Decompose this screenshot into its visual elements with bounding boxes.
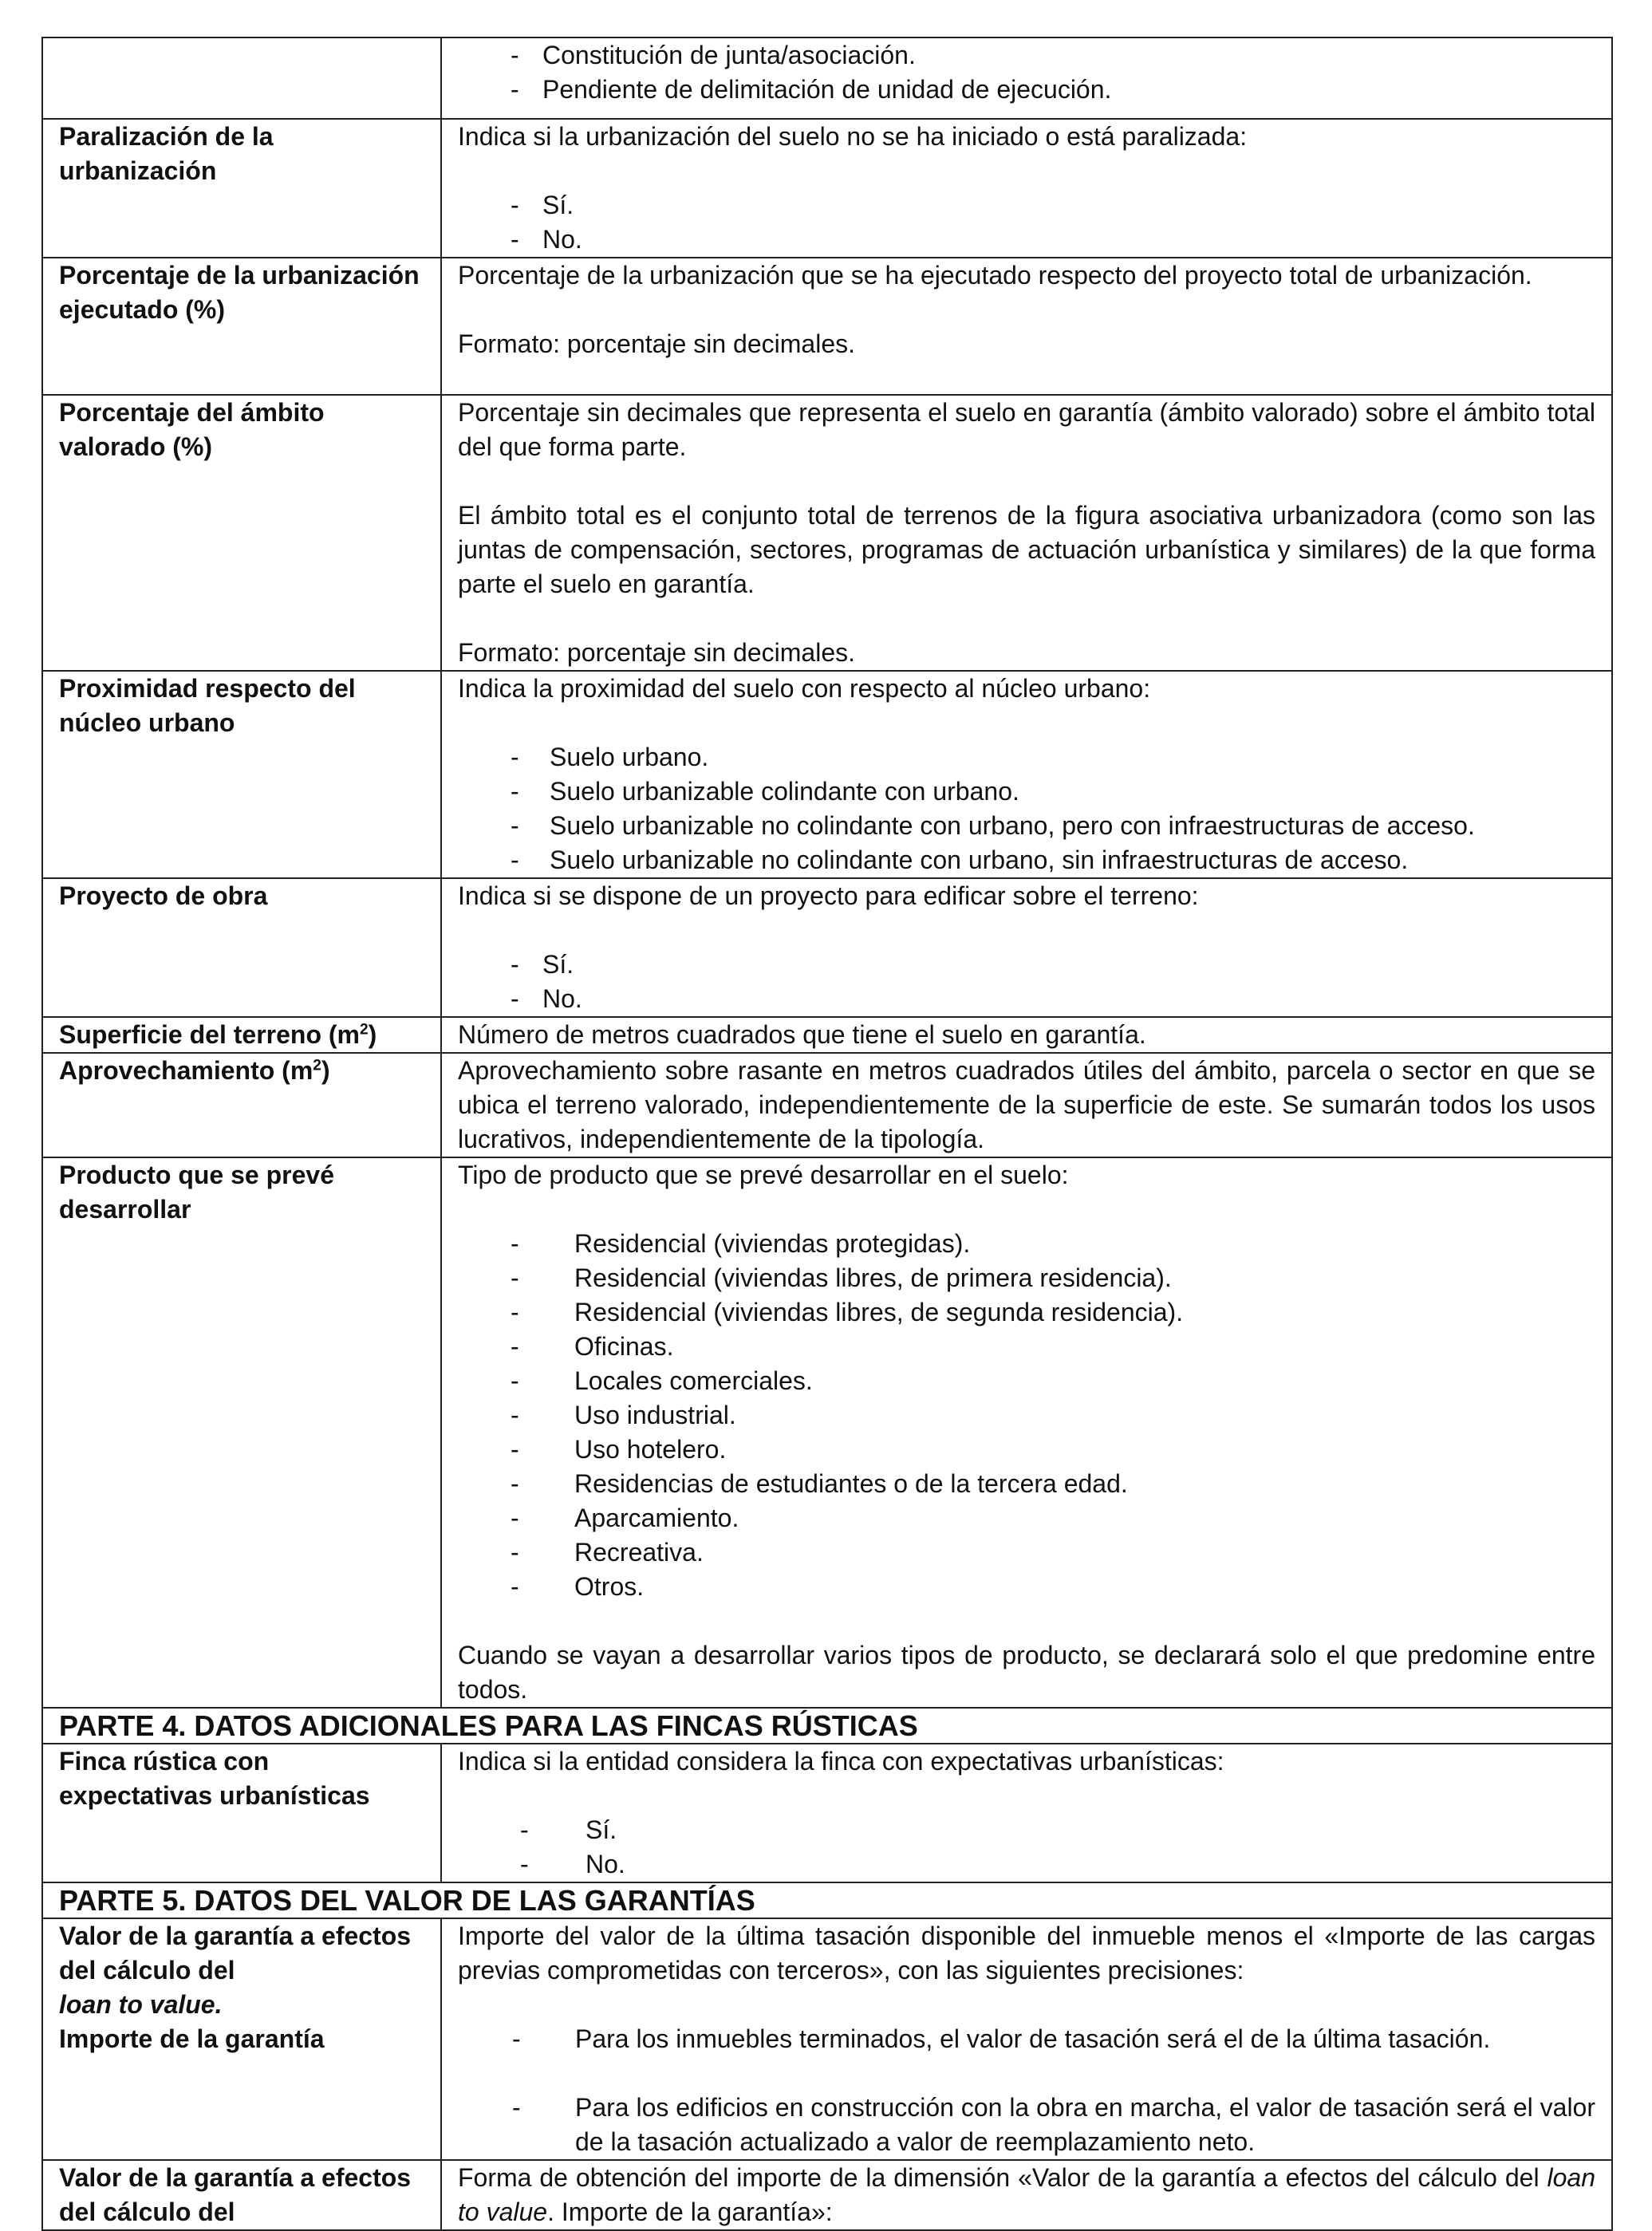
list-item: - No. — [511, 984, 582, 1013]
section-header-row — [42, 1708, 1612, 1744]
list-item: - Uso industrial. — [511, 1401, 736, 1429]
list-item: - Suelo urbanizable colindante con urbano. — [511, 777, 1019, 806]
list-item: - Constitución de junta/asociación. — [511, 41, 916, 69]
table-row — [42, 878, 1612, 1017]
table-row — [42, 395, 1612, 671]
section-heading: PARTE 5. DATOS DEL VALOR DE LAS GARANTÍAS — [42, 1882, 1612, 1918]
list-item: - Aparcamiento. — [511, 1504, 739, 1532]
field-label: Valor de la garantía a efectos del cálculo del — [42, 2160, 441, 2230]
list-item: - Suelo urbano. — [511, 743, 709, 771]
description-cell: Forma de obtención del importe de la dimensión «Valor de la garantía a efectos del cálculo del loan to value. Importe de la garantía»: — [441, 2160, 1612, 2230]
description-text: Tipo de producto que se prevé desarrollar en el suelo: — [458, 1161, 1069, 1189]
list-item: - No. — [520, 1850, 625, 1878]
field-label: Porcentaje de la urbanización ejecutado (%) — [42, 258, 441, 395]
list-item: - Oficinas. — [511, 1332, 674, 1361]
field-label: Finca rústica con expectativas urbanísticas — [42, 1744, 441, 1882]
list-item: - Residencial (viviendas protegidas). — [511, 1229, 971, 1258]
field-label: Producto que se prevé desarrollar — [42, 1157, 441, 1708]
table-row — [42, 671, 1612, 878]
table-row — [42, 1744, 1612, 1882]
field-label: Porcentaje del ámbito valorado (%) — [42, 395, 441, 671]
description-cell — [441, 1918, 1612, 2160]
list-item: - Sí. — [511, 950, 574, 979]
description-cell — [441, 37, 1612, 119]
table-row — [42, 1918, 1612, 2160]
description-text: Indica si la entidad considera la finca con expectativas urbanísticas: — [458, 1747, 1224, 1776]
description-text: Formato: porcentaje sin decimales. — [458, 638, 855, 667]
description-text: Porcentaje sin decimales que representa el suelo en garantía (ámbito valorado) sobre el ámbito total del que forma parte. — [458, 398, 1595, 461]
list-item: - Para los inmuebles terminados, el valor de tasación será el de la última tasación. — [512, 2024, 1491, 2053]
table-row — [42, 258, 1612, 395]
list-item: - Residencial (viviendas libres, de segunda residencia). — [511, 1298, 1184, 1326]
description-text: Aprovechamiento sobre rasante en metros cuadrados útiles del ámbito, parcela o sector en que se ubica el terreno valorado, independientemente de la superficie de este. Se sumarán todos los usos lucrativos, independientemente de la tipología. — [441, 1053, 1612, 1157]
list-item: - Uso hotelero. — [511, 1435, 727, 1464]
description-text: Indica si se dispone de un proyecto para edificar sobre el terreno: — [458, 881, 1199, 910]
description-text: Indica si la urbanización del suelo no se ha iniciado o está paralizada: — [458, 122, 1248, 151]
table-row — [42, 1017, 1612, 1053]
field-label: Aprovechamiento $(m^2)$ — [42, 1053, 441, 1157]
list-item: - Sí. — [520, 1815, 617, 1844]
list-item: - No. — [511, 225, 582, 254]
list-item: - Locales comerciales. — [511, 1366, 813, 1395]
section-header-row — [42, 1882, 1612, 1918]
section-heading: PARTE 4. DATOS ADICIONALES PARA LAS FINCAS RÚSTICAS — [42, 1708, 1612, 1744]
field-label: Valor de la garantía a efectos del cálculo del loan to value. Importe de la garantía — [42, 1918, 441, 2160]
field-label: Paralización de la urbanización — [42, 119, 441, 258]
list-item: - Residencias de estudiantes o de la tercera edad. — [511, 1469, 1128, 1498]
list-item: - Residencial (viviendas libres, de primera residencia). — [511, 1263, 1172, 1292]
label-cell — [42, 37, 441, 119]
table-row — [42, 2160, 1612, 2230]
field-label: Proyecto de obra — [42, 878, 441, 1017]
description-cell — [441, 395, 1612, 671]
description-text: Porcentaje de la urbanización que se ha ejecutado respecto del proyecto total de urbanización. — [458, 261, 1532, 290]
description-cell — [441, 671, 1612, 878]
field-label: Proximidad respecto del núcleo urbano — [42, 671, 441, 878]
table-row — [42, 1157, 1612, 1708]
description-text: Número de metros cuadrados que tiene el suelo en garantía. — [441, 1017, 1612, 1053]
description-cell — [441, 1157, 1612, 1708]
document-table — [41, 37, 1613, 2231]
list-item: - Pendiente de delimitación de unidad de ejecución. — [511, 75, 1112, 104]
description-text: Formato: porcentaje sin decimales. — [458, 329, 855, 358]
description-text: El ámbito total es el conjunto total de terrenos de la figura asociativa urbanizadora (como son las juntas de compensación, sectores, programas de actuación urbanística y similares) de la que forma parte el suelo en garantía. — [458, 501, 1595, 598]
description-text: Cuando se vayan a desarrollar varios tipos de producto, se declarará solo el que predomine entre todos. — [458, 1641, 1595, 1704]
description-cell — [441, 878, 1612, 1017]
table-row — [42, 119, 1612, 258]
field-label: Superficie del terreno $(m^2)$ — [42, 1017, 441, 1053]
list-item: - Sí. — [511, 191, 574, 219]
list-item: - Otros. — [511, 1572, 645, 1601]
table-row — [42, 1053, 1612, 1157]
list-item: - Para los edificios en construcción con la obra en marcha, el valor de tasación será el valor de la tasación actualizado a valor de reemplazamiento neto. — [512, 2093, 1595, 2156]
table-row — [42, 37, 1612, 119]
list-item: - Suelo urbanizable no colindante con urbano, pero con infraestructuras de acceso. — [511, 811, 1475, 840]
list-item: - Suelo urbanizable no colindante con urbano, sin infraestructuras de acceso. — [511, 845, 1409, 874]
description-cell — [441, 258, 1612, 395]
description-cell — [441, 119, 1612, 258]
description-cell — [441, 1744, 1612, 1882]
description-text: Indica la proximidad del suelo con respecto al núcleo urbano: — [458, 674, 1151, 703]
list-item: - Recreativa. — [511, 1538, 704, 1567]
description-text: Importe del valor de la última tasación disponible del inmueble menos el «Importe de las cargas previas comprometidas con terceros», con las siguientes precisiones: — [458, 1922, 1595, 1985]
